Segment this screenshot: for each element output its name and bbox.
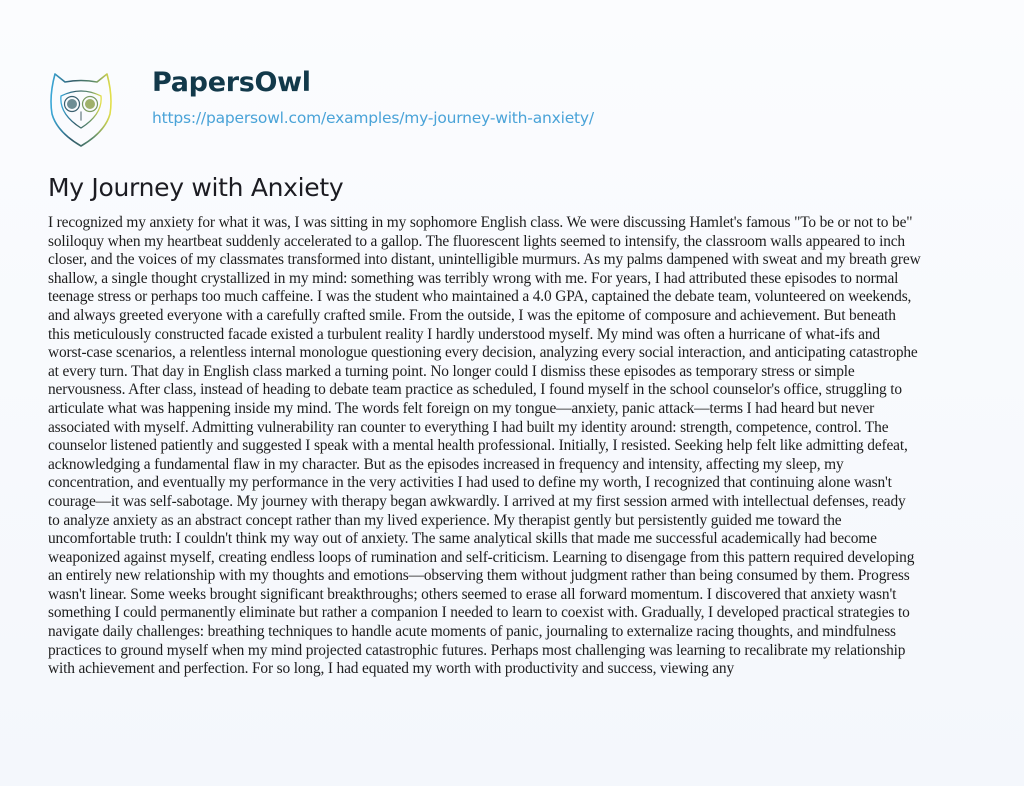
brand-text-block <box>152 67 594 129</box>
essay-line: uncomfortable truth: I couldn't think my way out of anxiety. The same analytical skills that made me successful academically had become <box>48 530 877 548</box>
essay-line: to analyze anxiety as an abstract concept rather than my lived experience. My therapist gently but persistently guided me toward the <box>48 511 842 529</box>
owl-logo-icon[interactable] <box>47 66 115 150</box>
brand-header <box>47 66 594 150</box>
essay-line: closer, and the voices of my classmates transformed into distant, unintelligible murmurs. As my palms dampened with sweat and my breath grew <box>48 251 921 269</box>
essay-line: articulate what was happening inside my mind. The words felt foreign on my tongue—anxiety, panic attack—terms I had heard but never <box>48 399 875 417</box>
essay-line: acknowledging a fundamental flaw in my character. But as the episodes increased in frequency and intensity, affecting my sleep, my <box>48 455 844 473</box>
essay-line: wasn't linear. Some weeks brought significant breakthroughs; others seemed to erase all forward momentum. I discovered that anxiety wasn't <box>48 585 897 603</box>
essay-line: something I could permanently eliminate but rather a companion I needed to learn to coexist with. Gradually, I developed practical strategies to <box>48 604 910 622</box>
essay-line: an entirely new relationship with my thoughts and emotions—observing them without judgment rather than being consumed by them. Progress <box>48 567 910 585</box>
essay-line: weaponized against myself, creating endless loops of rumination and self-criticism. Learning to disengage from this pattern required developing <box>48 548 915 566</box>
essay-line: teenage stress or perhaps too much caffeine. I was the student who maintained a 4.0 GPA, captained the debate team, volunteered on weekends, <box>48 288 912 306</box>
essay-line: I recognized my anxiety for what it was, I was sitting in my sophomore English class. We were discussing Hamlet's famous "To be or not to be" <box>48 214 913 231</box>
essay-line: concentration, and eventually my performance in the very activities I had used to define my worth, I recognized that continuing alone wasn't <box>48 474 892 492</box>
essay-line: associated with myself. Admitting vulnerability ran counter to everything I had built my identity around: strength, competence, control. The <box>48 418 889 436</box>
essay-line: with achievement and perfection. For so long, I had equated my worth with productivity and success, viewing any <box>48 660 735 678</box>
essay-line: and always greeted everyone with a carefully crafted smile. From the outside, I was the epitome of composure and achievement. But beneath <box>48 306 896 324</box>
essay-line: navigate daily challenges: breathing techniques to handle acute moments of panic, journaling to externalize racing thoughts, and mindfulness <box>48 623 896 641</box>
essay-line: practices to ground myself when my mind projected catastrophic futures. Perhaps most challenging was learning to recalibrate my relationship <box>48 641 906 659</box>
page-url-link[interactable]: https://papersowl.com/examples/my-journey-with-anxiety/ <box>152 109 594 127</box>
essay-body <box>48 214 978 679</box>
page-title: My Journey with Anxiety <box>48 173 344 202</box>
essay-line: shallow, a single thought crystallized in my mind: something was terribly wrong with me. For years, I had attributed these episodes to normal <box>48 269 899 287</box>
brand-name[interactable]: PapersOwl <box>152 67 311 98</box>
essay-line: worst-case scenarios, a relentless internal monologue questioning every decision, analyzing every social interaction, and anticipating catastrophe <box>48 344 918 362</box>
essay-line: counselor listened patiently and suggested I speak with a mental health professional. Initially, I resisted. Seeking help felt like admitting defeat, <box>48 437 908 455</box>
essay-line: at every turn. That day in English class marked a turning point. No longer could I dismiss these episodes as temporary stress or simple <box>48 362 855 380</box>
essay-line: soliloquy when my heartbeat suddenly accelerated to a gallop. The fluorescent lights seemed to intensify, the classroom walls appeared to inch <box>48 232 905 250</box>
essay-line: courage—it was self-sabotage. My journey with therapy began awkwardly. I arrived at my first session armed with intellectual defenses, ready <box>48 492 906 510</box>
essay-line: this meticulously constructed facade existed a turbulent reality I hardly understood myself. My mind was often a hurricane of what-ifs and <box>48 325 880 343</box>
essay-line: nervousness. After class, instead of heading to debate team practice as scheduled, I found myself in the school counselor's office, struggling to <box>48 381 902 399</box>
